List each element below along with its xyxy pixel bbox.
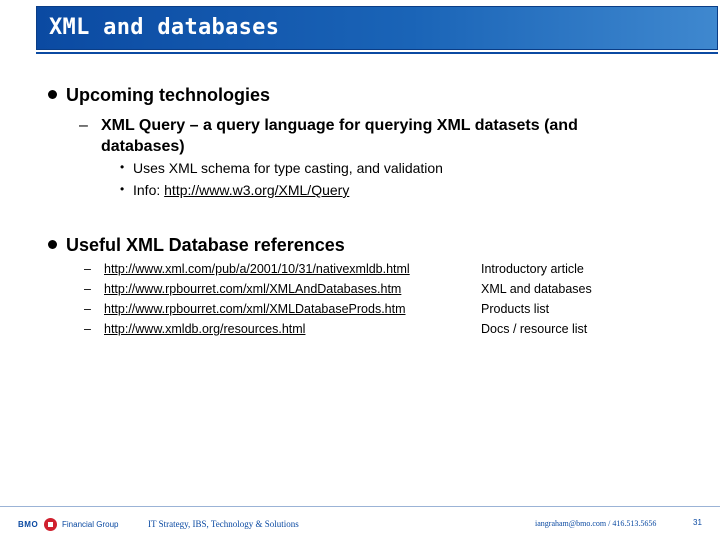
reference-link[interactable]: http://www.rpbourret.com/xml/XMLAndDatabases.htm (104, 282, 402, 296)
slide-title: XML and databases (49, 15, 280, 40)
xml-query-item (79, 115, 661, 157)
dash-bullet: – (84, 262, 91, 276)
reference-description: Docs / resource list (481, 322, 588, 336)
reference-link[interactable]: http://www.xmldb.org/resources.html (104, 322, 306, 336)
section-heading: Useful XML Database references (66, 235, 345, 255)
footer-contact: iangraham@bmo.com / 416.513.5656 (535, 519, 657, 528)
dash-bullet: – (79, 117, 88, 134)
sub-bullet-schema (120, 160, 443, 176)
reference-row (84, 302, 644, 322)
small-bullet-icon: • (120, 160, 125, 174)
sub-bullet-text: Uses XML schema for type casting, and validation (133, 160, 443, 176)
financial-group-wordmark: Financial Group (62, 520, 119, 529)
xml-query-line-2: databases) (101, 138, 185, 155)
slide-footer (0, 507, 720, 540)
reference-row (84, 282, 644, 302)
section-upcoming-technologies (66, 85, 270, 106)
reference-description: Products list (481, 302, 550, 316)
dash-bullet: – (84, 322, 91, 336)
footer-department: IT Strategy, IBS, Technology & Solutions (148, 519, 299, 529)
sub-bullet-info (120, 182, 350, 198)
reference-row (84, 322, 644, 342)
title-underline (36, 52, 718, 54)
bmo-wordmark: BMO (18, 520, 39, 529)
small-bullet-icon: • (120, 182, 125, 196)
bullet-dot-icon (48, 240, 57, 249)
page-number: 31 (693, 518, 702, 527)
info-prefix: Info: (133, 182, 165, 198)
bullet-dot-icon (48, 90, 57, 99)
reference-description: XML and databases (481, 282, 592, 296)
bmo-roundel-icon (44, 518, 57, 531)
w3c-xml-query-link[interactable]: http://www.w3.org/XML/Query (164, 182, 350, 198)
reference-description: Introductory article (481, 262, 584, 276)
dash-bullet: – (84, 302, 91, 316)
slide-title-bar (36, 6, 718, 50)
section-heading: Upcoming technologies (66, 85, 271, 105)
section-database-references (66, 235, 345, 256)
reference-link[interactable]: http://www.rpbourret.com/xml/XMLDatabaseProds.htm (104, 302, 406, 316)
reference-link[interactable]: http://www.xml.com/pub/a/2001/10/31/nativexmldb.html (104, 262, 410, 276)
xml-query-line-1: XML Query – a query language for querying XML datasets (and (101, 117, 578, 134)
bmo-logo (18, 518, 140, 534)
dash-bullet: – (84, 282, 91, 296)
reference-row (84, 262, 644, 282)
